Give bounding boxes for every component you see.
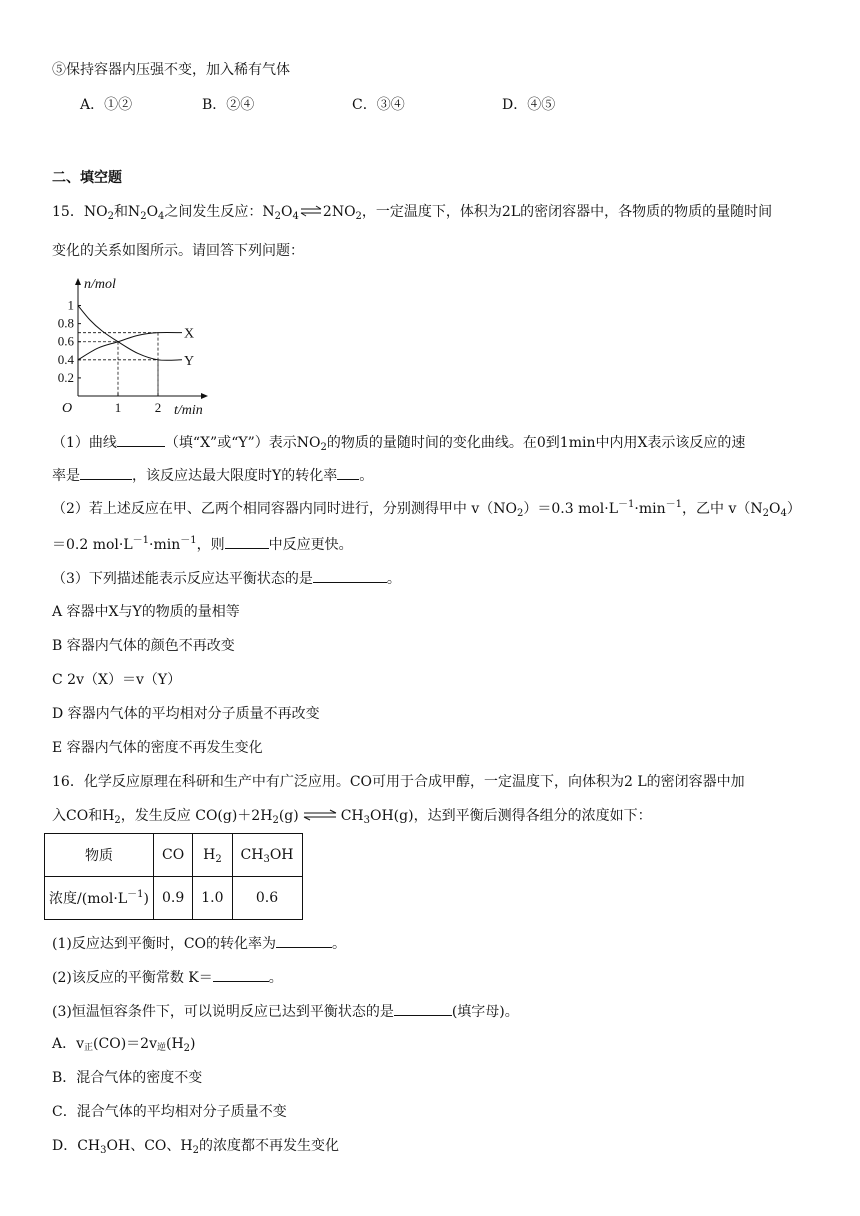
q14-option-d[interactable]: D．④⑤ bbox=[502, 97, 556, 113]
q16-option-d[interactable]: D．$CH_3OH$、CO、$H_2$的浓度都不再发生变化 bbox=[52, 1138, 339, 1156]
q16-sub2: (2)该反应的平衡常数 K＝ 。 bbox=[52, 966, 283, 988]
q15-chart bbox=[56, 274, 216, 420]
q16-stem-line2: 入CO和$H_2$，发生反应 $CO(g)+2H_2(g)$ $CH_3OH(g)$，达到平衡后测得各组分的浓度如下： bbox=[52, 808, 652, 826]
q15-choice-d[interactable]: D 容器内气体的平均相对分子质量不再改变 bbox=[52, 706, 320, 722]
q15-sub3-blank[interactable] bbox=[313, 567, 387, 583]
chart-labels bbox=[58, 277, 203, 418]
table-cell-h2: 1.0 bbox=[193, 877, 232, 920]
table-row bbox=[45, 834, 303, 877]
section-title: 二、填空题 bbox=[52, 170, 122, 186]
series-label-x: X bbox=[184, 326, 195, 342]
q15-sub3: （3）下列描述能表示反应达平衡状态的是 。 bbox=[52, 567, 401, 589]
q15-choice-e[interactable]: E 容器内气体的密度不再发生变化 bbox=[52, 740, 263, 756]
q15-sub1-line2: 率是 ，该反应达最大限度时Y的转化率 。 bbox=[52, 464, 373, 486]
q16-number: 16． bbox=[52, 774, 84, 790]
origin-label: O bbox=[62, 401, 73, 416]
x-axis-label: t/min bbox=[174, 403, 203, 418]
table-header-substance: 物质 bbox=[45, 834, 154, 877]
q14-option-c[interactable]: C．③④ bbox=[352, 97, 405, 113]
equilibrium-arrow-icon bbox=[303, 809, 337, 821]
q16-option-a[interactable]: A．$v_正(CO)=2v_逆(H_2)$ bbox=[52, 1036, 196, 1054]
q16-option-c[interactable]: C．混合气体的平均相对分子质量不变 bbox=[52, 1104, 287, 1120]
y-tick-label: 0.8 bbox=[57, 315, 74, 331]
table-header-co: CO bbox=[154, 834, 193, 877]
table-cell-co: 0.9 bbox=[154, 877, 193, 920]
table-header-h2: $H_2$ bbox=[193, 834, 232, 877]
table-row-label: 浓度$/(mol\cdot L^{-1})$ bbox=[45, 877, 154, 920]
y-axis-arrow bbox=[75, 278, 81, 285]
q14-option-a[interactable]: A．①② bbox=[80, 97, 133, 113]
q15-number: 15． bbox=[52, 204, 84, 220]
q16-stem-line1: 16．化学反应原理在科研和生产中有广泛应用。CO可用于合成甲醇，一定温度下，向体积为2 L的密闭容器中加 bbox=[52, 774, 745, 790]
q14-item5: ⑤保持容器内压强不变，加入稀有气体 bbox=[52, 62, 290, 78]
y-tick-label: 0.4 bbox=[57, 351, 74, 367]
table-header-ch3oh: $CH_3OH$ bbox=[232, 834, 302, 877]
q16-concentration-table bbox=[44, 833, 303, 920]
table-row bbox=[45, 877, 303, 920]
q15-choice-c[interactable]: C 2v（X）＝v（Y） bbox=[52, 672, 182, 688]
q16-sub3-blank[interactable] bbox=[394, 1000, 452, 1016]
y-tick-label: 1 bbox=[67, 297, 74, 313]
x-tick-label: 2 bbox=[154, 400, 162, 415]
q16-sub1: (1)反应达到平衡时，CO的转化率为 。 bbox=[52, 932, 346, 954]
y-axis-label: n/mol bbox=[84, 277, 116, 292]
y-tick-label: 0.6 bbox=[57, 333, 74, 349]
q16-sub2-blank[interactable] bbox=[213, 966, 269, 982]
q14-option-b[interactable]: B．②④ bbox=[202, 97, 255, 113]
q15-sub2-blank[interactable] bbox=[225, 533, 269, 549]
equilibrium-arrow-icon bbox=[300, 205, 322, 217]
q16-sub3: (3)恒温恒容条件下，可以说明反应已达到平衡状态的是 (填字母)。 bbox=[52, 1000, 519, 1022]
q15-choice-a[interactable]: A 容器中X与Y的物质的量相等 bbox=[52, 604, 240, 620]
q16-sub1-blank[interactable] bbox=[276, 932, 332, 948]
x-tick-label: 1 bbox=[114, 400, 122, 415]
q15-stem-line2: 变化的关系如图所示。请回答下列问题： bbox=[52, 243, 304, 259]
y-tick-label: 0.2 bbox=[57, 369, 74, 385]
q15-sub1-blank3[interactable] bbox=[337, 464, 359, 480]
q15-sub1-blank1[interactable] bbox=[117, 431, 165, 447]
q15-sub2-line1: （2）若上述反应在甲、乙两个相同容器内同时进行，分别测得甲中 $v(NO_2)=0.3$ $mol\cdot L^{-1}\cdot\min^{-1}$，乙中 $v(N_2O_4)$ bbox=[52, 499, 801, 519]
x-axis-arrow bbox=[201, 393, 208, 399]
q15-sub1-line1: （1）曲线 （填“X”或“Y”）表示$NO_2$的物质的量随时间的变化曲线。在0到1min中内用X表示该反应的速 bbox=[52, 431, 745, 453]
table-cell-ch3oh: 0.6 bbox=[232, 877, 302, 920]
q16-option-b[interactable]: B．混合气体的密度不变 bbox=[52, 1070, 203, 1086]
q15-stem-line1: 15．$NO_2$和$N_2O_4$之间发生反应：$N_2O_4$ $2NO_2$，一定温度下，体积为2L的密闭容器中，各物质的物质的量随时间 bbox=[52, 204, 773, 222]
q15-choice-b[interactable]: B 容器内气体的颜色不再改变 bbox=[52, 638, 235, 654]
series-label-y: Y bbox=[184, 353, 195, 369]
q15-sub2-line2: ＝0.2 $mol\cdot L^{-1}\cdot\min^{-1}$，则 中反应更快。 bbox=[52, 535, 353, 553]
series-line-x bbox=[78, 332, 182, 359]
q15-sub1-blank2[interactable] bbox=[80, 464, 132, 480]
